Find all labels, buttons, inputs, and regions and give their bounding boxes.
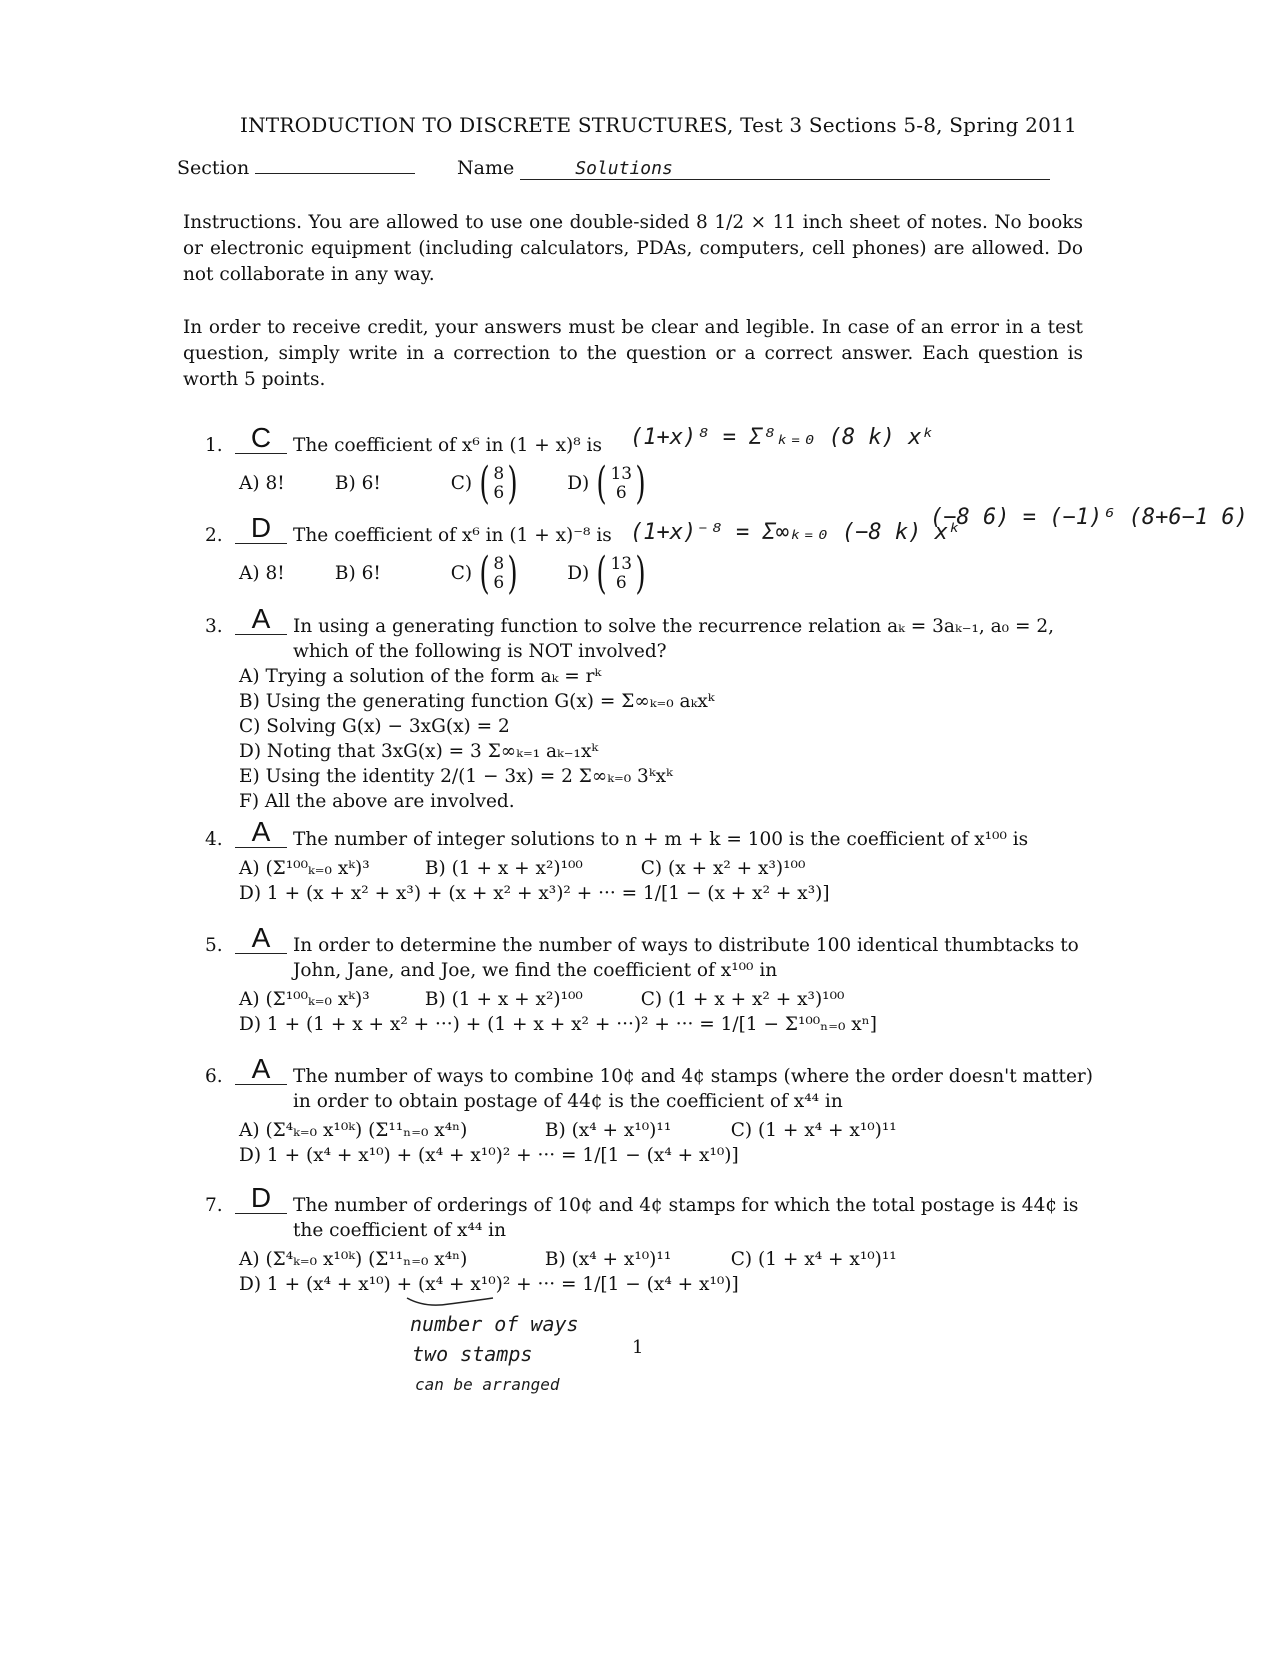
option-c: C) (1 + x⁴ + x¹⁰)¹¹	[730, 1120, 897, 1141]
options-row	[239, 1247, 1105, 1272]
option-b: B) 6!	[334, 473, 381, 494]
option-d: D) ( 13 6 )	[567, 548, 646, 599]
option-d: D) 1 + (x + x² + x³) + (x + x² + x³)² + ··· = 1/[1 − (x + x² + x³)]	[239, 883, 830, 904]
page-title: INTRODUCTION TO DISCRETE STRUCTURES, Test 3 Sections 5-8, Spring 2011	[240, 113, 1077, 137]
name-field	[457, 157, 1050, 180]
section-field	[177, 157, 415, 179]
options-row	[239, 458, 1105, 509]
question-text: The number of integer solutions to n + m + k = 100 is the coefficient of x¹⁰⁰ is	[293, 829, 1029, 850]
answer-mark: D	[235, 513, 287, 544]
option-d: D) 1 + (x⁴ + x¹⁰) + (x⁴ + x¹⁰)² + ··· = 1/[1 − (x⁴ + x¹⁰)]	[239, 1145, 739, 1166]
option-a: A) (Σ⁴ₖ₌₀ x¹⁰ᵏ) (Σ¹¹ₙ₌₀ x⁴ⁿ)	[239, 1120, 468, 1141]
question-number: 6.	[205, 1066, 223, 1087]
option-a: A) Trying a solution of the form aₖ = rᵏ	[239, 666, 602, 687]
option-c: C) (1 + x + x² + x³)¹⁰⁰	[640, 989, 845, 1010]
answer-mark: A	[235, 604, 287, 635]
handwritten-note-line-1: number of ways	[410, 1312, 579, 1336]
name-value: Solutions	[575, 158, 673, 179]
option-d: D) 1 + (1 + x + x² + ···) + (1 + x + x² + ···)² + ··· = 1/[1 − Σ¹⁰⁰ₙ₌₀ xⁿ]	[239, 1014, 877, 1035]
option-b: B) Using the generating function G(x) = Σ∞ₖ₌₀ aₖxᵏ	[239, 691, 715, 712]
question-text: In using a generating function to solve the recurrence relation aₖ = 3aₖ₋₁, a₀ = 2, which of the following is NOT involved?	[293, 616, 1054, 662]
option-a: A) 8!	[239, 563, 285, 584]
handwritten-note-line-2: two stamps	[412, 1342, 533, 1366]
options-row	[239, 987, 1105, 1012]
option-b: B) (x⁴ + x¹⁰)¹¹	[544, 1120, 672, 1141]
option-c: C) ( 8 6 )	[450, 548, 518, 599]
page-number: 1	[632, 1337, 644, 1358]
option-c: C) Solving G(x) − 3xG(x) = 2	[239, 716, 510, 737]
question-text: The coefficient of x⁶ in (1 + x)⁻⁸ is	[293, 525, 612, 546]
question-text: The coefficient of x⁶ in (1 + x)⁸ is	[293, 435, 602, 456]
instructions-paragraph: Instructions. You are allowed to use one double-sided 8 1/2 × 11 inch sheet of notes. No books or electronic equipment (including calculators, PDAs, computers, cell phones) are allowed. Do not collaborate in any way.	[183, 212, 1083, 285]
handwritten-note-q1: (1+x)⁸ = Σ⁸ₖ₌₀ (8 k) xᵏ	[630, 425, 935, 450]
name-line	[520, 157, 1050, 180]
option-d: D) Noting that 3xG(x) = 3 Σ∞ₖ₌₁ aₖ₋₁xᵏ	[239, 741, 599, 762]
option-a: A) (Σ¹⁰⁰ₖ₌₀ xᵏ)³	[239, 989, 370, 1010]
option-f: F) All the above are involved.	[239, 791, 515, 812]
section-label: Section	[177, 157, 250, 179]
underbrace-mark	[405, 1296, 495, 1310]
option-d: D) ( 13 6 )	[567, 458, 646, 509]
options-row	[239, 548, 1105, 599]
option-c: C) (1 + x⁴ + x¹⁰)¹¹	[730, 1249, 897, 1270]
question-number: 1.	[205, 435, 223, 456]
option-c: C) (x + x² + x³)¹⁰⁰	[640, 858, 806, 879]
section-line	[255, 173, 415, 174]
question-number: 2.	[205, 525, 223, 546]
question-number: 5.	[205, 935, 223, 956]
handwritten-note-q2: (1+x)⁻⁸ = Σ∞ₖ₌₀ (−8 k) xᵏ	[630, 520, 962, 545]
option-a: A) (Σ¹⁰⁰ₖ₌₀ xᵏ)³	[239, 858, 370, 879]
question-6	[205, 1053, 1105, 1168]
option-b: B) (x⁴ + x¹⁰)¹¹	[544, 1249, 672, 1270]
question-4	[205, 816, 1105, 906]
question-number: 3.	[205, 616, 223, 637]
options-row	[239, 1118, 1105, 1143]
option-d: D) 1 + (x⁴ + x¹⁰) + (x⁴ + x¹⁰)² + ··· = 1/[1 − (x⁴ + x¹⁰)]	[239, 1274, 739, 1295]
handwritten-note-q2-right: (−8 6) = (−1)⁶ (8+6−1 6)	[930, 505, 1248, 530]
option-a: A) 8!	[239, 473, 285, 494]
question-text: In order to determine the number of ways to distribute 100 identical thumbtacks to John, Jane, and Joe, we find the coefficient of x¹⁰⁰ in	[293, 935, 1079, 981]
question-text: The number of ways to combine 10¢ and 4¢ stamps (where the order doesn't matter) in order to obtain postage of 44¢ is the coefficient of x⁴⁴ in	[293, 1066, 1093, 1112]
question-5	[205, 922, 1105, 1037]
option-b: B) 6!	[334, 563, 381, 584]
question-number: 4.	[205, 829, 223, 850]
answer-mark: A	[235, 1054, 287, 1085]
options-row	[239, 856, 1105, 881]
answer-mark: C	[235, 423, 287, 454]
name-label: Name	[457, 157, 515, 179]
question-text: The number of orderings of 10¢ and 4¢ stamps for which the total postage is 44¢ is the coefficient of x⁴⁴ in	[293, 1195, 1079, 1241]
option-b: B) (1 + x + x²)¹⁰⁰	[424, 858, 583, 879]
option-a: A) (Σ⁴ₖ₌₀ x¹⁰ᵏ) (Σ¹¹ₙ₌₀ x⁴ⁿ)	[239, 1249, 468, 1270]
answer-mark: A	[235, 817, 287, 848]
option-e: E) Using the identity 2/(1 − 3x) = 2 Σ∞ₖ₌₀ 3ᵏxᵏ	[239, 766, 673, 787]
question-number: 7.	[205, 1195, 223, 1216]
answer-mark: A	[235, 923, 287, 954]
question-7	[205, 1182, 1105, 1297]
handwritten-note-line-3: can be arranged	[415, 1375, 560, 1394]
credit-paragraph: In order to receive credit, your answers must be clear and legible. In case of an error in a test question, simply write in a correction to the question or a correct answer. Each question is worth 5 points.	[183, 317, 1083, 390]
option-b: B) (1 + x + x²)¹⁰⁰	[424, 989, 583, 1010]
answer-mark: D	[235, 1183, 287, 1214]
question-3	[205, 603, 1105, 814]
option-c: C) ( 8 6 )	[450, 458, 518, 509]
